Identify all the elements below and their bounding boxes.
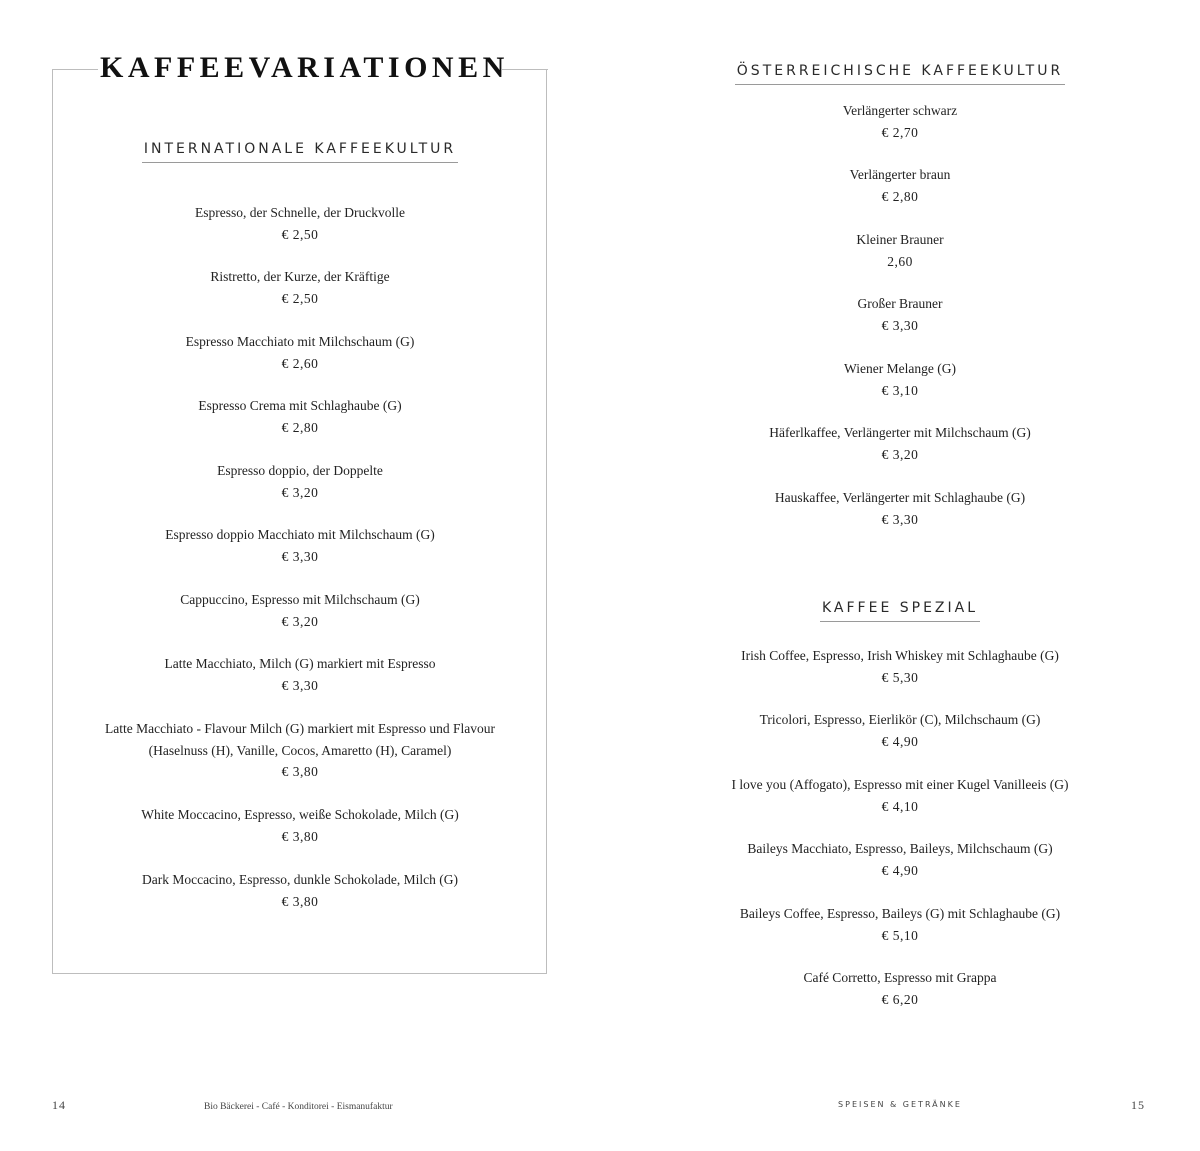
menu-item [80, 202, 520, 245]
item-name: Baileys Macchiato, Espresso, Baileys, Milchschaum (G) [747, 841, 1053, 856]
item-price: € 4,90 [881, 733, 919, 749]
item-name: Café Corretto, Espresso mit Grappa [803, 970, 997, 985]
item-price: € 3,10 [881, 382, 919, 398]
item-price: € 3,20 [881, 446, 919, 462]
menu-item [80, 266, 520, 309]
item-price: € 3,30 [281, 548, 319, 564]
item-price: € 3,20 [281, 484, 319, 500]
menu-item [80, 395, 520, 438]
menu-item [70, 718, 530, 783]
item-price: € 2,80 [881, 188, 919, 204]
menu-item [80, 589, 520, 632]
footer-section-label: SPEISEN & GETRÄNKE [838, 1100, 962, 1109]
menu-item [80, 869, 520, 912]
item-price: € 2,50 [281, 226, 319, 242]
item-name: I love you (Affogato), Espresso mit einer Kugel Vanilleeis (G) [731, 777, 1069, 792]
item-name: White Moccacino, Espresso, weiße Schokolade, Milch (G) [141, 807, 459, 822]
page-number-left: 14 [52, 1098, 66, 1112]
item-price: € 2,70 [881, 124, 919, 140]
frame-divider-left [52, 69, 98, 70]
item-name: Espresso Macchiato mit Milchschaum (G) [185, 334, 415, 349]
menu-item [700, 164, 1100, 207]
menu-item [700, 229, 1100, 272]
item-name: Verlängerter schwarz [842, 103, 958, 118]
section-heading-international: INTERNATIONALE KAFFEEKULTUR [100, 140, 500, 163]
item-price: € 5,10 [881, 927, 919, 943]
frame-divider-right [502, 69, 548, 70]
footer-tagline: Bio Bäckerei - Café - Konditorei - Eismanufaktur [204, 1102, 393, 1112]
page-number-right: 15 [1131, 1098, 1145, 1112]
item-name: Dark Moccacino, Espresso, dunkle Schokolade, Milch (G) [141, 872, 459, 887]
menu-item [700, 293, 1100, 336]
item-name: Cappuccino, Espresso mit Milchschaum (G) [180, 592, 420, 607]
section-heading-spezial: KAFFEE SPEZIAL [700, 599, 1100, 622]
item-price: € 3,80 [281, 828, 319, 844]
item-price: € 4,90 [881, 862, 919, 878]
menu-item [700, 487, 1100, 530]
item-name: Espresso, der Schnelle, der Druckvolle [195, 205, 405, 220]
item-name: Baileys Coffee, Espresso, Baileys (G) mit Schlaghaube (G) [739, 906, 1061, 921]
item-name: Espresso doppio Macchiato mit Milchschaum (G) [165, 527, 435, 542]
item-name: Irish Coffee, Espresso, Irish Whiskey mit Schlaghaube (G) [741, 648, 1059, 663]
item-price: € 2,50 [281, 290, 319, 306]
item-price: € 3,30 [881, 317, 919, 333]
menu-item [700, 100, 1100, 143]
menu-item [700, 358, 1100, 401]
item-price: € 3,30 [281, 677, 319, 693]
menu-item [80, 653, 520, 696]
item-name: Espresso Crema mit Schlaghaube (G) [198, 398, 402, 413]
item-price: € 3,20 [281, 613, 319, 629]
item-name: Hauskaffee, Verlängerter mit Schlaghaube (G) [774, 490, 1026, 505]
item-name: Kleiner Brauner [856, 232, 944, 247]
menu-item [700, 422, 1100, 465]
menu-item [690, 774, 1110, 817]
item-price: € 4,10 [881, 798, 919, 814]
item-name: Tricolori, Espresso, Eierlikör (C), Milchschaum (G) [759, 712, 1041, 727]
item-price: € 3,30 [881, 511, 919, 527]
section-heading-austrian: ÖSTERREICHISCHE KAFFEEKULTUR [700, 62, 1100, 85]
item-price: € 6,20 [881, 991, 919, 1007]
menu-item [690, 967, 1110, 1010]
menu-item [80, 331, 520, 374]
item-price: € 5,30 [881, 669, 919, 685]
item-price: € 2,80 [281, 419, 319, 435]
menu-item [80, 524, 520, 567]
item-name: Großer Brauner [857, 296, 943, 311]
menu-item [690, 838, 1110, 881]
item-price: 2,60 [887, 253, 913, 269]
menu-item [690, 709, 1110, 752]
menu-item [80, 460, 520, 503]
item-name: Espresso doppio, der Doppelte [217, 463, 383, 478]
item-price: € 3,80 [281, 893, 319, 909]
item-name: Wiener Melange (G) [844, 361, 956, 376]
item-name: Latte Macchiato - Flavour Milch (G) markiert mit Espresso und Flavour [105, 721, 495, 736]
menu-item [690, 645, 1110, 688]
item-price: € 3,80 [281, 764, 319, 779]
menu-item [80, 804, 520, 847]
item-name: Häferlkaffee, Verlängerter mit Milchschaum (G) [769, 425, 1031, 440]
item-name: Latte Macchiato, Milch (G) markiert mit Espresso [164, 656, 436, 671]
menu-item [690, 903, 1110, 946]
item-name: Verlängerter braun [849, 167, 951, 182]
item-name-continued: (Haselnuss (H), Vanille, Cocos, Amaretto (H), Caramel) [148, 742, 452, 758]
item-price: € 2,60 [281, 355, 319, 371]
page-title: KAFFEEVARIATIONEN [100, 51, 509, 84]
item-name: Ristretto, der Kurze, der Kräftige [210, 269, 390, 284]
